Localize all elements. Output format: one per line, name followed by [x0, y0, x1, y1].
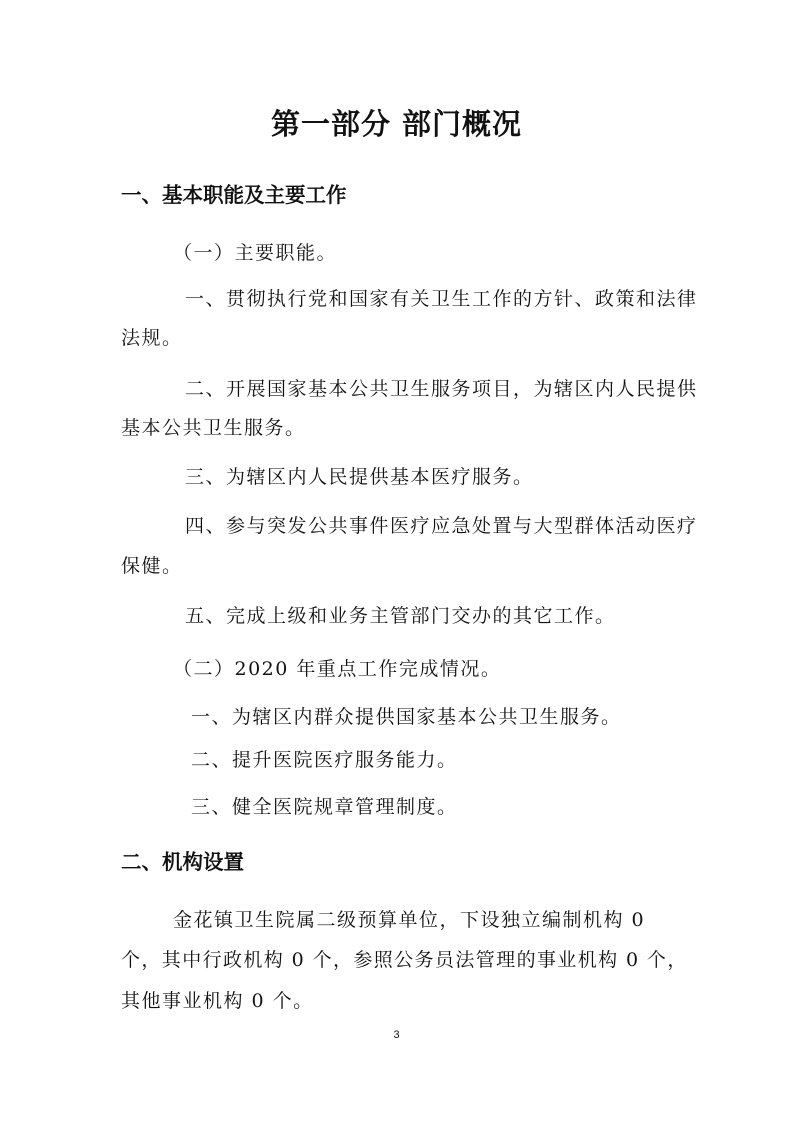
- organization-line-1: 金花镇卫生院属二级预算单位，下设独立编制机构 0: [173, 909, 646, 931]
- page-title: 第一部分 部门概况: [270, 107, 523, 141]
- key-work-item-1: 一、为辖区内群众提供国家基本公共卫生服务。: [191, 706, 622, 728]
- function-item-3: 三、为辖区内人民提供基本医疗服务。: [185, 466, 534, 488]
- page-number: 3: [393, 1029, 400, 1041]
- section-heading-organization: 二、机构设置: [121, 850, 244, 874]
- function-item-5: 五、完成上级和业务主管部门交办的其它工作。: [185, 605, 616, 627]
- function-item-2-cont: 基本公共卫生服务。: [121, 417, 306, 439]
- function-item-1: 一、贯彻执行党和国家有关卫生工作的方针、政策和法律: [185, 288, 698, 310]
- function-item-1-cont: 法规。: [121, 327, 183, 349]
- function-item-4: 四、参与突发公共事件医疗应急处置与大型群体活动医疗: [185, 515, 698, 537]
- subheading-main-functions: （一）主要职能。: [173, 242, 338, 264]
- subheading-key-work: （二）2020 年重点工作完成情况。: [173, 658, 502, 680]
- function-item-4-cont: 保健。: [121, 555, 183, 577]
- key-work-item-2: 二、提升医院医疗服务能力。: [191, 749, 458, 771]
- organization-line-2: 个，其中行政机构 0 个，参照公务员法管理的事业机构 0 个，: [121, 949, 688, 971]
- function-item-2: 二、开展国家基本公共卫生服务项目，为辖区内人民提供: [185, 378, 698, 400]
- key-work-item-3: 三、健全医院规章管理制度。: [191, 796, 458, 818]
- section-heading-functions: 一、基本职能及主要工作: [121, 183, 347, 207]
- organization-line-3: 其他事业机构 0 个。: [121, 990, 314, 1012]
